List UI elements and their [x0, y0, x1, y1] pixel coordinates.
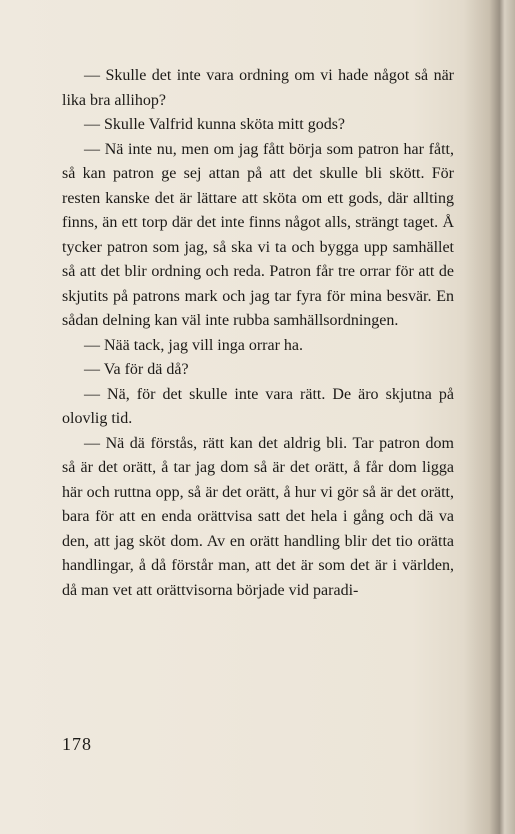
paragraph-2: — Skulle Valfrid kunna sköta mitt gods?: [84, 116, 346, 133]
paragraph-5: — Va för dä då?: [84, 361, 189, 378]
paragraph-1: — Skulle det inte vara ordning om vi hade något så när lika bra allihop?: [62, 67, 454, 109]
paragraph-4: — Nää tack, jag vill inga orrar ha.: [84, 336, 304, 354]
paragraph-3: — Nä inte nu, men om jag fått börja som patron har fått, så kan patron ge sej attan på att det skulle bli skött. För resten kanske det är lättare att sköta om ett gods, där allting finns, än ett torp där det inte finns något alls, strängt taget. Å tycker patron som jag, så ska vi ta och bygga upp samhället så att det blir ordning och reda. Patron får tre orrar för att de skjutits på patrons mark och jag tar fyra för mina besvär. En sådan delning kan väl inte rubba samhällsordningen.: [62, 140, 454, 329]
paragraph-6: — Nä, för det skulle inte vara rätt. De äro skjutna på olovlig tid.: [62, 385, 454, 427]
paragraph-7: — Nä dä förstås, rätt kan det aldrig bli. Tar patron dom så är det orätt, å tar jag dom så är det orätt, å får dom ligga här och ruttna opp, så är det orätt, å hur vi gör så är det orätt, bara för att en enda orättvisa satt det hela i gång och dä va den, att jag sköt dom. Av en orätt handling blir det tio orätta handlingar, å då förstår man, att det är som det är i världen, då man vet att orättvisorna började vid paradi-: [62, 434, 454, 599]
body-text: [62, 64, 454, 603]
page-number: 178: [62, 734, 92, 754]
